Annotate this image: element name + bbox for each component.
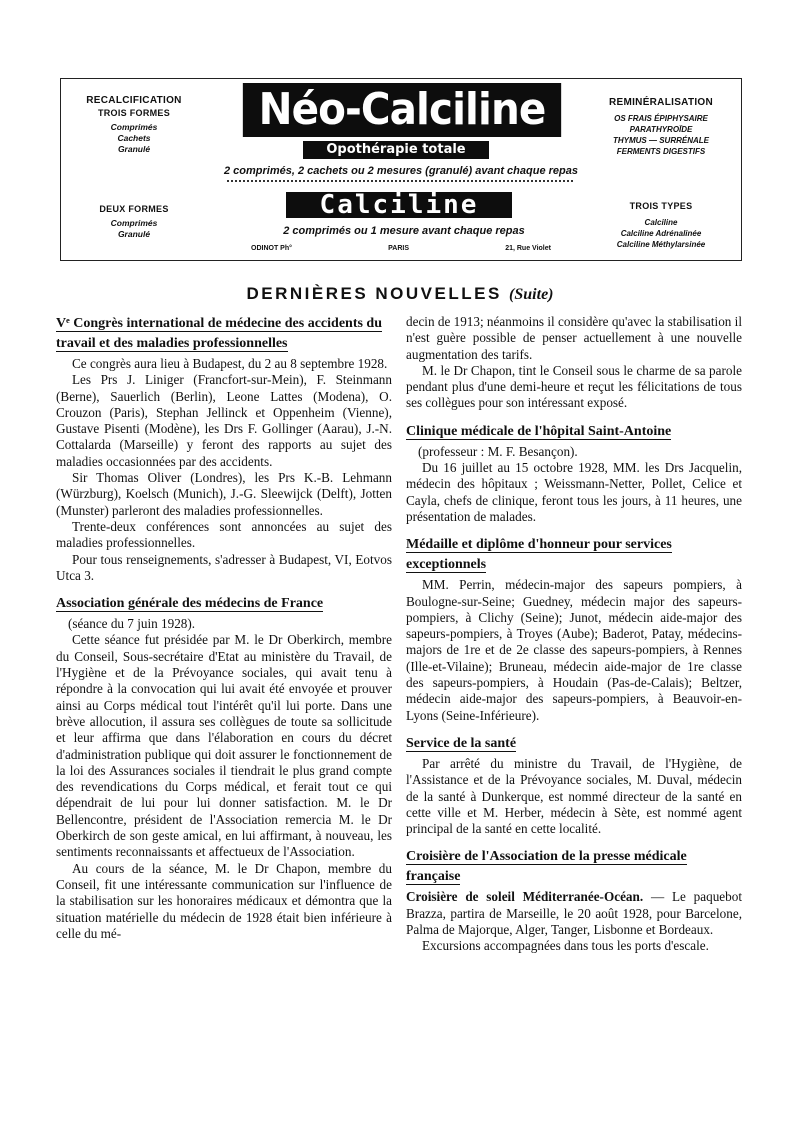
- paragraph: Pour tous renseignements, s'adresser à Budapest, VI, Eotvos Utca 3.: [56, 551, 392, 583]
- ad-heading: RECALCIFICATION: [86, 95, 182, 106]
- paragraph: MM. Perrin, médecin-major des sapeurs pompiers, à Boulogne-sur-Seine; Guedney, médecin major des sapeurs-pompiers, à Clichy (Seine); Junot, médecin aide-major des sapeurs-pompiers, à Troyes (Aube); Baderot, Patay, médecins-majors de 1re et de 2e classe des sapeurs-pompiers, à Rennes (Ille-et-Vilaine); Bruneau, médecin aide-major de 1re classe des sapeurs-pompiers, à Houdain (Pas-de-Calais); Beltzer, médecin aide-major des sapeurs-pompiers, à Beauvoir-en-Lyons (Seine-Inférieure).: [406, 577, 742, 723]
- paragraph: Excursions accompagnées dans tous les ports d'escale.: [422, 938, 709, 954]
- ad-type-item: Calciline Méthylarsinée: [616, 240, 706, 249]
- spacer: [56, 584, 392, 594]
- right-column: [406, 314, 742, 955]
- ad-heading: DEUX FORMES: [99, 204, 169, 214]
- paragraph: Par arrêté du ministre du Travail, de l'Hygiène, de l'Assistance et de la Prévoyance sociales, M. Duval, médecin de la santé à Dunkerque, est nommé directeur de la santé en cette ville et M. Herber, médecin à Sète, est nommé agent principal de la santé en cette localité.: [406, 755, 742, 837]
- ad-left-bottom-panel: [61, 189, 207, 262]
- paragraph: M. le Dr Chapon, tint le Conseil sous le charme de sa parole pendant plus d'une demi-heure et reçut les félicitations de tous ses collègues pour son intéressant exposé.: [406, 362, 742, 411]
- section-heading-clinique: Clinique médicale de l'hôpital Saint-Antoine: [406, 423, 672, 439]
- spacer: [406, 724, 742, 734]
- left-column: [56, 314, 392, 942]
- paragraph-lead: Croisière de soleil Méditerranée-Océan.: [406, 889, 644, 905]
- section-heading-association: Association générale des médecins de France: [56, 596, 324, 612]
- ad-type-item: Calciline: [644, 218, 678, 227]
- ad-form-item: Granulé: [117, 229, 151, 239]
- ad-subheading: TROIS FORMES: [97, 108, 171, 118]
- page-title: [0, 284, 800, 304]
- spacer: [406, 525, 742, 535]
- paragraph: Cette séance fut présidée par M. le Dr Oberkirch, membre du Conseil, Sous-secrétaire d'Etat au ministère du Travail, de l'Hygiène et de la Prévoyance sociales, qui avait tenu à répondre à la convocation qui lui avait été envoyée et prouver ainsi au Corps médical tout l'intérêt qu'il lui porte. Dans une brève allocution, il assura ses collègues de toute sa sollicitude et leur affirma que dans l'élaboration en cours du décret d'administration publique qui doit assurer le fonctionnement de la loi des Assurances sociales il tiendrait le plus grand compte des revendications du Corps médical, et ferait tout ce qui dépendrait de lui pour lui donner satisfaction. M. le Dr Bellencontre, président de l'Association remercia M. le Dr Oberkirch de son geste amical, en lui affirmant, à nouveau, les sentiments reconnaissants et affectueux de l'Association.: [56, 632, 392, 860]
- ad-heading: REMINÉRALISATION: [608, 97, 714, 108]
- ad-address: [251, 245, 551, 252]
- ad-address-city: PARIS: [388, 245, 409, 252]
- paragraph: Trente-deux conférences sont annoncées au sujet des maladies professionnelles.: [56, 518, 392, 551]
- paragraph: Au cours de la séance, M. le Dr Chapon, membre du Conseil, fit une intéressante communication sur l'influence de la stabilisation sur les honoraires médicaux et démontra que la situation matérielle du médecin de 1928 était bien inférieure à celle du mé-: [56, 860, 392, 941]
- ad-form-item: Comprimés: [110, 218, 158, 228]
- section-heading-congres: Vᵉ Congrès international de médecine des accidents du travail et des maladies professionnelles: [56, 316, 382, 351]
- paragraph: Du 16 juillet au 15 octobre 1928, MM. les Drs Jacquelin, médecin des hôpitaux ; Weissmann-Netter, Pollet, Celice et Cayla, chefs de clinique, feront tous les jours, à 11 heures, une présentation de malades.: [406, 460, 742, 524]
- page-title-suffix: (Suite): [509, 286, 554, 303]
- paragraph: [406, 889, 742, 938]
- ad-right-top-panel: [581, 79, 741, 173]
- section-subheading: (séance du 7 juin 1928).: [68, 616, 196, 632]
- section-heading-sante: Service de la santé: [406, 735, 517, 751]
- spacer: [406, 837, 742, 847]
- paragraph: Sir Thomas Oliver (Londres), les Prs K.-B. Lehmann (Würzburg), Koelsch (Munich), J.-G. Sleewijck (Delft), Jotten (Munster) parleront des maladies professionnelles.: [56, 470, 392, 518]
- section-heading-croisiere: Croisière de l'Association de la presse médicale française: [406, 849, 687, 885]
- advertisement-box: [60, 78, 742, 261]
- ad-left-top-panel: [61, 79, 207, 173]
- ad-address-maker: ODINOT Ph°: [251, 245, 292, 252]
- ad-form-item: Cachets: [117, 133, 151, 143]
- section-subheading: (professeur : M. F. Besançon).: [418, 443, 578, 459]
- section-heading-medaille: Médaille et diplôme d'honneur pour services exceptionnels: [406, 537, 672, 573]
- brand-calciline: Calciline: [286, 192, 512, 218]
- dosage-line-1: 2 comprimés, 2 cachets ou 2 mesures (granulé) avant chaque repas: [224, 165, 578, 177]
- spacer: [406, 412, 742, 422]
- paragraph: Les Prs J. Liniger (Francfort-sur-Mein), F. Steinmann (Berne), Sauerlich (Berlin), Leone Lattes (Modena), O. Crouzon (Paris), Stephan Jellinck et Oppenheim (Vienne), Gustave Pisenti (Modène), les Drs F. Gollinger (Aarau), J.-N. Cottalarda (Marseille) y feront des rapports au sujet des maladies occasionnées par des accidents.: [56, 372, 392, 469]
- brand-subtitle: Opothérapie totale: [303, 141, 489, 159]
- ad-component-item: THYMUS — SURRÉNALE: [612, 136, 709, 145]
- paragraph-body: — Le paquebot Brazza, partira de Marseille, le 20 août 1928, pour Barcelone, Palma de Majorque, Alger, Tanger, Lisbonne et Bordeaux.: [406, 889, 743, 938]
- ad-form-item: Comprimés: [110, 122, 158, 132]
- dosage-line-2: 2 comprimés ou 1 mesure avant chaque repas: [283, 225, 525, 237]
- ad-type-item: Calciline Adrénalinée: [620, 229, 702, 238]
- ad-heading: TROIS TYPES: [629, 201, 693, 211]
- ad-component-item: FERMENTS DIGESTIFS: [616, 147, 706, 156]
- ad-component-item: PARATHYROÏDE: [629, 125, 693, 134]
- page-title-text: DERNIÈRES NOUVELLES: [246, 284, 502, 303]
- ad-address-street: 21, Rue Violet: [505, 245, 551, 252]
- dotted-divider: [227, 180, 573, 182]
- ad-right-bottom-panel: [581, 187, 741, 262]
- paragraph: Ce congrès aura lieu à Budapest, du 2 au 8 septembre 1928.: [72, 356, 388, 371]
- ad-component-item: OS FRAIS ÉPIPHYSAIRE: [614, 114, 708, 123]
- brand-neo-calciline: Néo-Calciline: [243, 83, 561, 137]
- ad-form-item: Granulé: [117, 144, 151, 154]
- paragraph: decin de 1913; néanmoins il considère qu'avec la stabilisation il n'est guère possible de penser actuellement à une nouvelle augmentation des tarifs.: [406, 314, 743, 362]
